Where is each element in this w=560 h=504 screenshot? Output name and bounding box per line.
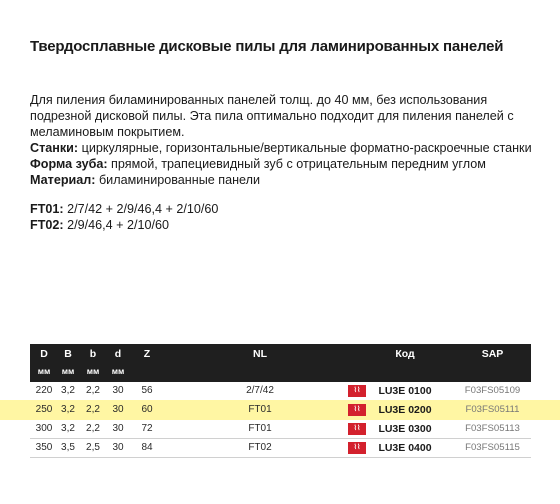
cell-sap: F03FS05115	[465, 442, 520, 453]
cell-z: 56	[141, 385, 153, 396]
cell-b-width: 3,2	[61, 404, 75, 415]
description-intro: Для пиления биламинированных панелей толщ. до 40 мм, без использования подрезной дисковой пилы. Эта пила оптимально подходит для пиления панелей с меламиновым покрытием.	[30, 93, 514, 139]
product-table	[30, 344, 531, 458]
cell-d: 220	[35, 385, 53, 396]
cell-code: LU3E 0300	[378, 423, 432, 435]
cell-nl: FT01	[248, 404, 272, 415]
brand-logo-icon: ⌇⌇	[348, 404, 366, 416]
header-code: Код	[395, 348, 415, 360]
cell-sap: F03FS05113	[465, 423, 520, 434]
material-line	[30, 172, 535, 188]
brand-logo-icon: ⌇⌇	[348, 423, 366, 435]
cell-z: 72	[141, 423, 153, 434]
cell-z: 60	[141, 404, 153, 415]
header-b-width: B	[64, 348, 72, 360]
cell-d: 300	[35, 423, 53, 434]
table-row-highlighted	[30, 401, 531, 420]
cell-b-width: 3,2	[61, 423, 75, 434]
ft02-line	[30, 217, 218, 233]
ft01-label: FT01:	[30, 202, 64, 216]
ft-configs	[30, 201, 218, 233]
brand-logo-icon: ⌇⌇	[348, 442, 366, 454]
ft01-line	[30, 201, 218, 217]
cell-code: LU3E 0400	[378, 442, 432, 454]
cell-d-bore: 30	[112, 385, 124, 396]
cell-sap: F03FS05109	[464, 385, 521, 396]
cell-d-bore: 30	[112, 404, 124, 415]
ft02-label: FT02:	[30, 218, 64, 232]
cell-b-body: 2,2	[86, 423, 100, 434]
ft02-value: 2/9/46,4 + 2/10/60	[63, 218, 169, 232]
cell-code: LU3E 0100	[378, 385, 432, 397]
table-row	[30, 420, 531, 439]
unit-d-bore: мм	[111, 366, 125, 376]
cell-d: 250	[35, 404, 53, 415]
unit-b-body: мм	[86, 366, 100, 376]
table-row	[30, 382, 531, 401]
cell-code: LU3E 0200	[378, 404, 432, 416]
tooth-label: Форма зуба:	[30, 157, 108, 171]
page-title: Твердосплавные дисковые пилы для ламинированных панелей	[30, 38, 504, 55]
cell-nl: FT01	[248, 423, 272, 434]
table-body	[30, 382, 531, 458]
cell-sap: F03FS05111	[465, 404, 520, 415]
header-d-outer: D	[40, 348, 48, 360]
brand-logo-icon: ⌇⌇	[348, 385, 366, 397]
cell-z: 84	[141, 442, 153, 453]
machines-value: циркулярные, горизонтальные/вертикальные форматно-раскроечные станки	[78, 141, 532, 155]
table-row	[30, 439, 531, 458]
cell-b-width: 3,5	[61, 442, 75, 453]
cell-b-body: 2,5	[86, 442, 100, 453]
cell-nl: FT02	[248, 442, 272, 453]
cell-b-body: 2,2	[86, 404, 100, 415]
unit-b-width: мм	[61, 366, 75, 376]
cell-d-bore: 30	[112, 442, 124, 453]
header-d-bore: d	[114, 348, 122, 360]
tooth-value: прямой, трапециевидный зуб с отрицательным передним углом	[107, 157, 486, 171]
unit-d-outer: мм	[37, 366, 51, 376]
material-value: биламинированные панели	[95, 173, 261, 187]
cell-d-bore: 30	[112, 423, 124, 434]
cell-b-width: 3,2	[61, 385, 75, 396]
description	[30, 92, 535, 188]
material-label: Материал:	[30, 173, 96, 187]
machines-line	[30, 140, 535, 156]
machines-label: Станки:	[30, 141, 79, 155]
header-b-body: b	[89, 348, 97, 360]
table-header	[30, 344, 531, 382]
header-sap: SAP	[481, 348, 504, 360]
header-z: Z	[143, 348, 151, 360]
tooth-line	[30, 156, 535, 172]
cell-d: 350	[35, 442, 53, 453]
header-nl: NL	[253, 348, 267, 360]
cell-b-body: 2,2	[86, 385, 100, 396]
ft01-value: 2/7/42 + 2/9/46,4 + 2/10/60	[63, 202, 219, 216]
cell-nl: 2/7/42	[246, 385, 274, 396]
